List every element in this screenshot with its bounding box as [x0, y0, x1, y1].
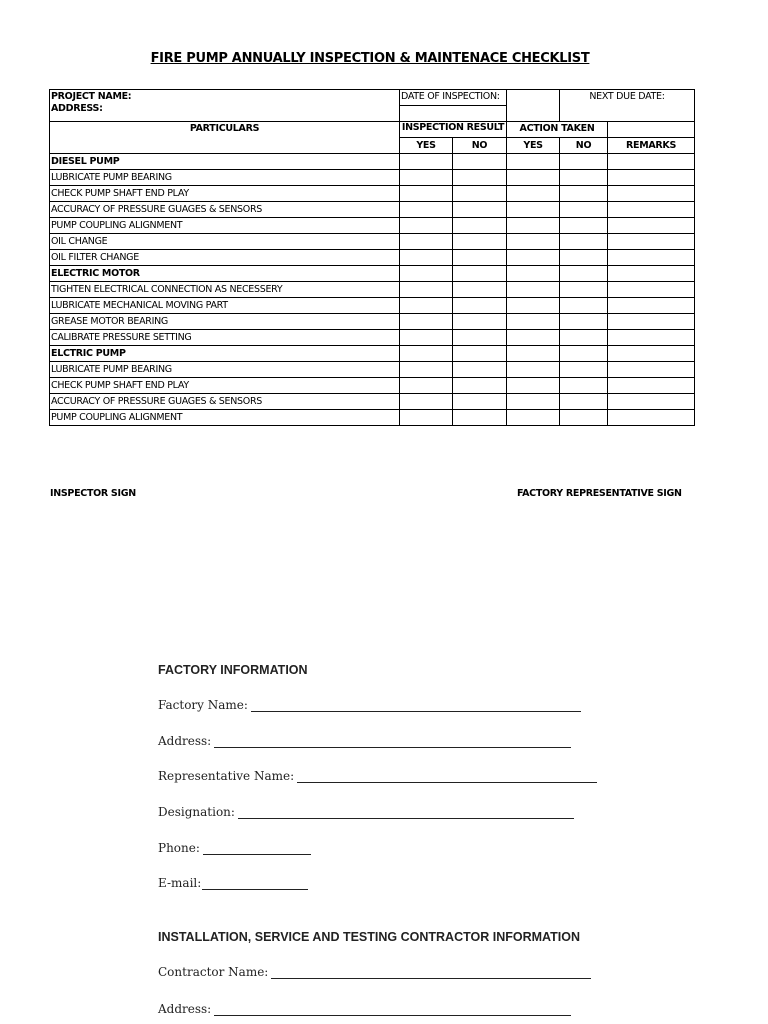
inspection-no-cell[interactable]: [453, 234, 507, 250]
item-label: ACCURACY OF PRESSURE GUAGES & SENSORS: [50, 394, 400, 410]
section-row: [50, 346, 695, 362]
item-label: LUBRICATE MECHANICAL MOVING PART: [50, 298, 400, 314]
inspection-no-cell[interactable]: [453, 410, 507, 426]
action-no-cell[interactable]: [560, 298, 608, 314]
inspection-no-header: NO: [453, 138, 507, 154]
checklist-row: [50, 362, 695, 378]
representative-name-field[interactable]: [158, 769, 597, 783]
section-label: ELECTRIC MOTOR: [50, 266, 400, 282]
project-info-row: [50, 90, 695, 106]
inspection-no-cell[interactable]: [453, 282, 507, 298]
item-label: GREASE MOTOR BEARING: [50, 314, 400, 330]
checklist-row: [50, 298, 695, 314]
inspection-yes-cell[interactable]: [400, 234, 453, 250]
action-no-cell[interactable]: [560, 154, 608, 170]
remarks-cell[interactable]: [608, 234, 695, 250]
inspection-no-cell[interactable]: [453, 202, 507, 218]
factory-representative-sign-label: FACTORY REPRESENTATIVE SIGN: [517, 488, 682, 499]
inspection-result-header: INSPECTION RESULT: [400, 122, 507, 138]
factory-name-label: Factory Name:: [158, 698, 248, 712]
inspection-no-cell[interactable]: [453, 186, 507, 202]
factory-name-field[interactable]: [158, 698, 581, 712]
action-no-cell[interactable]: [560, 330, 608, 346]
section-row: [50, 266, 695, 282]
item-label: LUBRICATE PUMP BEARING: [50, 170, 400, 186]
remarks-cell[interactable]: [608, 346, 695, 362]
section-row: [50, 154, 695, 170]
action-yes-cell[interactable]: [507, 218, 560, 234]
email-line[interactable]: [202, 877, 308, 890]
document-title: FIRE PUMP ANNUALLY INSPECTION & MAINTENACE CHECKLIST: [150, 51, 590, 66]
remarks-cell[interactable]: [608, 378, 695, 394]
section-label: ELCTRIC PUMP: [50, 346, 400, 362]
inspection-yes-cell[interactable]: [400, 202, 453, 218]
particulars-header: PARTICULARS: [50, 122, 400, 154]
inspection-yes-header: YES: [400, 138, 453, 154]
item-label: TIGHTEN ELECTRICAL CONNECTION AS NECESSERY: [50, 282, 400, 298]
contractor-information-heading: INSTALLATION, SERVICE AND TESTING CONTRACTOR INFORMATION: [158, 930, 580, 944]
inspection-no-cell[interactable]: [453, 362, 507, 378]
email-label: E-mail:: [158, 876, 202, 890]
action-yes-cell[interactable]: [507, 298, 560, 314]
checklist-row: [50, 394, 695, 410]
checklist-row: [50, 170, 695, 186]
checklist-row: [50, 234, 695, 250]
remarks-cell[interactable]: [608, 202, 695, 218]
inspection-no-cell[interactable]: [453, 154, 507, 170]
remarks-cell[interactable]: [608, 218, 695, 234]
action-no-cell[interactable]: [560, 234, 608, 250]
phone-line[interactable]: [203, 842, 311, 855]
action-no-cell[interactable]: [560, 282, 608, 298]
contractor-address-field[interactable]: [158, 1002, 571, 1016]
checklist-row: [50, 282, 695, 298]
inspection-no-cell[interactable]: [453, 346, 507, 362]
action-no-cell[interactable]: [560, 362, 608, 378]
action-no-cell[interactable]: [560, 314, 608, 330]
action-yes-header: YES: [507, 138, 560, 154]
project-name-label: PROJECT NAME:: [51, 91, 132, 102]
contractor-name-field[interactable]: [158, 965, 591, 979]
checklist-table: [49, 89, 695, 426]
remarks-cell[interactable]: [608, 282, 695, 298]
inspection-no-cell[interactable]: [453, 170, 507, 186]
factory-name-line[interactable]: [251, 699, 581, 712]
action-taken-header: ACTION TAKEN: [507, 122, 608, 138]
action-yes-cell[interactable]: [507, 186, 560, 202]
action-yes-cell[interactable]: [507, 154, 560, 170]
action-no-header: NO: [560, 138, 608, 154]
inspection-yes-cell[interactable]: [400, 330, 453, 346]
checklist-row: [50, 218, 695, 234]
remarks-cell[interactable]: [608, 266, 695, 282]
action-no-cell[interactable]: [560, 394, 608, 410]
factory-address-field[interactable]: [158, 734, 571, 748]
remarks-cell[interactable]: [608, 154, 695, 170]
remarks-cell[interactable]: [608, 170, 695, 186]
remarks-cell[interactable]: [608, 298, 695, 314]
date-of-inspection-value[interactable]: [507, 90, 560, 122]
checklist-row: [50, 330, 695, 346]
remarks-cell[interactable]: [608, 250, 695, 266]
inspection-no-cell[interactable]: [453, 378, 507, 394]
inspection-yes-cell[interactable]: [400, 250, 453, 266]
action-no-cell[interactable]: [560, 250, 608, 266]
designation-line[interactable]: [238, 806, 574, 819]
inspection-no-cell[interactable]: [453, 330, 507, 346]
remarks-cell[interactable]: [608, 186, 695, 202]
action-yes-cell[interactable]: [507, 202, 560, 218]
contractor-name-line[interactable]: [271, 966, 591, 979]
next-due-date-label: NEXT DUE DATE:: [560, 90, 695, 122]
inspection-yes-cell[interactable]: [400, 186, 453, 202]
inspector-sign-label: INSPECTOR SIGN: [50, 488, 136, 499]
item-label: OIL CHANGE: [50, 234, 400, 250]
action-no-cell[interactable]: [560, 266, 608, 282]
action-no-cell[interactable]: [560, 346, 608, 362]
action-yes-cell[interactable]: [507, 394, 560, 410]
representative-name-label: Representative Name:: [158, 769, 295, 783]
action-no-cell[interactable]: [560, 202, 608, 218]
contractor-address-line[interactable]: [214, 1003, 571, 1016]
action-no-cell[interactable]: [560, 186, 608, 202]
address-label: ADDRESS:: [51, 103, 103, 114]
action-yes-cell[interactable]: [507, 346, 560, 362]
inspection-yes-cell[interactable]: [400, 378, 453, 394]
item-label: LUBRICATE PUMP BEARING: [50, 362, 400, 378]
phone-field[interactable]: [158, 841, 311, 855]
action-no-cell[interactable]: [560, 170, 608, 186]
action-yes-cell[interactable]: [507, 410, 560, 426]
factory-address-label: Address:: [158, 734, 212, 748]
email-field[interactable]: [158, 876, 308, 890]
checklist-row: [50, 202, 695, 218]
inspection-no-cell[interactable]: [453, 394, 507, 410]
checklist-row: [50, 314, 695, 330]
inspection-yes-cell[interactable]: [400, 266, 453, 282]
inspection-no-cell[interactable]: [453, 250, 507, 266]
inspection-yes-cell[interactable]: [400, 362, 453, 378]
inspection-no-cell[interactable]: [453, 266, 507, 282]
inspection-yes-cell[interactable]: [400, 346, 453, 362]
remarks-cell[interactable]: [608, 394, 695, 410]
inspection-no-cell[interactable]: [453, 298, 507, 314]
checklist-row: [50, 250, 695, 266]
action-yes-cell[interactable]: [507, 362, 560, 378]
factory-address-line[interactable]: [214, 735, 571, 748]
header-row: [50, 122, 695, 138]
item-label: CHECK PUMP SHAFT END PLAY: [50, 378, 400, 394]
checklist-row: [50, 378, 695, 394]
inspection-yes-cell[interactable]: [400, 394, 453, 410]
action-yes-cell[interactable]: [507, 170, 560, 186]
action-yes-cell[interactable]: [507, 266, 560, 282]
remarks-header: REMARKS: [608, 138, 695, 154]
item-label: ACCURACY OF PRESSURE GUAGES & SENSORS: [50, 202, 400, 218]
representative-name-line[interactable]: [297, 770, 597, 783]
remarks-cell[interactable]: [608, 314, 695, 330]
inspection-yes-cell[interactable]: [400, 314, 453, 330]
designation-label: Designation:: [158, 805, 235, 819]
inspection-yes-cell[interactable]: [400, 218, 453, 234]
item-label: PUMP COUPLING ALIGNMENT: [50, 218, 400, 234]
section-label: DIESEL PUMP: [50, 154, 400, 170]
inspection-yes-cell[interactable]: [400, 170, 453, 186]
item-label: PUMP COUPLING ALIGNMENT: [50, 410, 400, 426]
inspection-yes-cell[interactable]: [400, 154, 453, 170]
factory-information-heading: FACTORY INFORMATION: [158, 663, 308, 677]
inspection-yes-cell[interactable]: [400, 282, 453, 298]
remarks-cell[interactable]: [608, 330, 695, 346]
date-of-inspection-label: DATE OF INSPECTION:: [400, 90, 507, 106]
action-no-cell[interactable]: [560, 410, 608, 426]
action-yes-cell[interactable]: [507, 378, 560, 394]
remarks-cell[interactable]: [608, 362, 695, 378]
contractor-name-label: Contractor Name:: [158, 965, 269, 979]
item-label: CALIBRATE PRESSURE SETTING: [50, 330, 400, 346]
action-yes-cell[interactable]: [507, 282, 560, 298]
remarks-cell[interactable]: [608, 410, 695, 426]
contractor-address-label: Address:: [158, 1002, 212, 1016]
checklist-row: [50, 186, 695, 202]
action-no-cell[interactable]: [560, 378, 608, 394]
action-yes-cell[interactable]: [507, 330, 560, 346]
action-yes-cell[interactable]: [507, 314, 560, 330]
checklist-row: [50, 410, 695, 426]
designation-field[interactable]: [158, 805, 574, 819]
action-no-cell[interactable]: [560, 218, 608, 234]
inspection-yes-cell[interactable]: [400, 298, 453, 314]
inspection-yes-cell[interactable]: [400, 410, 453, 426]
date-of-inspection-field[interactable]: [400, 106, 507, 122]
phone-label: Phone:: [158, 841, 200, 855]
inspection-no-cell[interactable]: [453, 314, 507, 330]
inspection-no-cell[interactable]: [453, 218, 507, 234]
item-label: CHECK PUMP SHAFT END PLAY: [50, 186, 400, 202]
item-label: OIL FILTER CHANGE: [50, 250, 400, 266]
action-yes-cell[interactable]: [507, 234, 560, 250]
action-yes-cell[interactable]: [507, 250, 560, 266]
